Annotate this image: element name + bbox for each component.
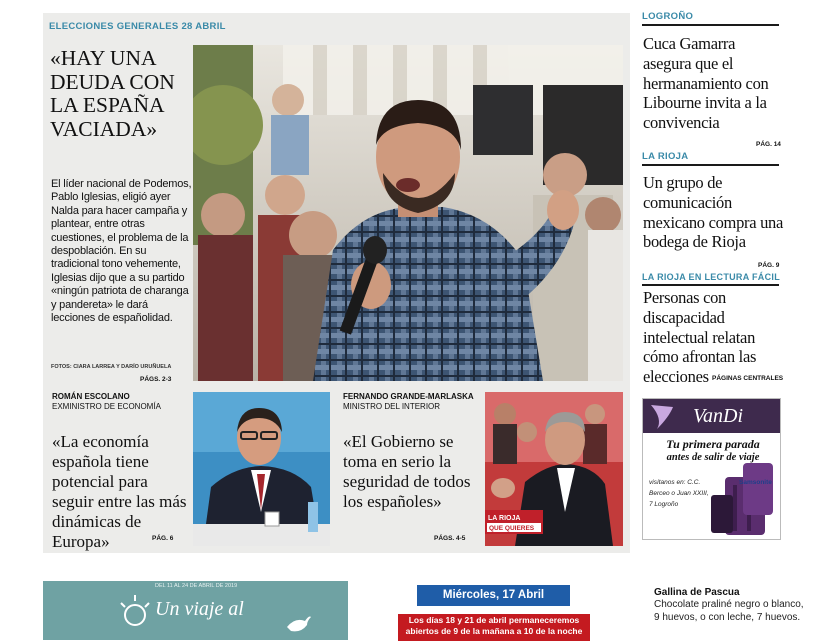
- quote-right-page-ref: PÁGS. 4-5: [434, 535, 466, 542]
- quote-right-headline[interactable]: «El Gobierno se toma en serio la seguridad de todos los españoles»: [343, 432, 471, 511]
- quote-left-role: EXMINISTRO DE ECONOMÍA: [52, 402, 161, 411]
- right-col-page-ref-1: PÁG. 14: [756, 141, 781, 148]
- quote-left-headline[interactable]: «La economía española tiene potencial para seguir entre las más dinámicas de Europa»: [52, 432, 187, 551]
- right-col-headline-1[interactable]: Cuca Gamarra asegura que el hermanamiento con Libourne invita a la convivencia: [643, 34, 769, 133]
- quote-left-name: ROMÁN ESCOLANO: [52, 392, 130, 401]
- right-col-headline-3[interactable]: Personas con discapacidad intelectual relatan cómo afrontan las elecciones: [643, 288, 757, 387]
- right-col-rule-3: [642, 284, 779, 286]
- right-col-tag-2: LA RIOJA: [642, 151, 689, 162]
- right-col-headline-2[interactable]: Un grupo de comunicación mexicano compra una bodega de Rioja: [643, 173, 783, 252]
- ad-brand: VanDi: [693, 405, 743, 427]
- lead-body-text: El líder nacional de Podemos, Pablo Iglesias, eligió ayer Nalda para hacer campaña y plantear, entre otras cuestiones, el problema de la despoblación. En su tradicional tono vehemente, Iglesias dijo que a su partido «ningún patriota de charanga y pandereta» le dará lecciones de españolidad.: [51, 178, 192, 325]
- ad-address: visítanos en: C.C. Berceo o Juan XXIII, 7 Logroño: [649, 479, 709, 508]
- lead-page-ref: PÁGS. 2-3: [140, 376, 172, 383]
- quote-right-role: MINISTRO DEL INTERIOR: [343, 402, 441, 411]
- opening-hours-banner: Los días 18 y 21 de abril permaneceremos abiertos de 9 de la mañana a 10 de la noche: [398, 614, 590, 641]
- section-tag: ELECCIONES GENERALES 28 ABRIL: [49, 21, 226, 32]
- right-col-tag-3: LA RIOJA EN LECTURA FÁCIL: [642, 272, 780, 282]
- sun-icon: [115, 591, 155, 631]
- promo-travel-box[interactable]: [43, 581, 348, 640]
- right-col-tag-1: LOGROÑO: [642, 11, 694, 22]
- lead-headline[interactable]: «HAY UNA DEUDA CON LA ESPAÑA VACIADA»: [50, 46, 175, 141]
- ad-slogan-2: antes de salir de viaje: [666, 452, 760, 463]
- right-col-rule-2: [642, 164, 779, 166]
- right-col-page-ref-3: PÁGINAS CENTRALES: [712, 375, 784, 382]
- promo-title: Un viaje al: [155, 598, 244, 620]
- photo-grande-marlaska[interactable]: [485, 392, 623, 546]
- bird-icon: [283, 609, 313, 639]
- ad-partner: Samsonite: [739, 479, 772, 486]
- quote-left-page-ref: PÁG. 6: [152, 535, 174, 542]
- banner-text-2: QUE QUIERES: [489, 525, 535, 532]
- photo-roman-escolano[interactable]: [193, 392, 330, 546]
- date-badge: Miércoles, 17 Abril: [417, 585, 570, 606]
- promo-dates: DEL 11 AL 24 DE ABRIL DE 2019: [155, 583, 238, 589]
- photo-credit: FOTOS: CIARA LARREA Y DARÍO URUÑUELA: [51, 364, 172, 370]
- recipe-text: Chocolate praliné negro o blanco, 9 huevos, o con leche, 7 huevos.: [654, 599, 804, 623]
- vandi-advertisement[interactable]: [642, 398, 781, 540]
- recipe-title: Gallina de Pascua: [654, 587, 740, 598]
- lead-photo-pablo-iglesias[interactable]: [193, 45, 623, 381]
- right-col-rule-1: [642, 24, 779, 26]
- quote-right-name: FERNANDO GRANDE-MARLASKA: [343, 392, 474, 401]
- banner-text-1: LA RIOJA: [488, 515, 521, 522]
- right-col-page-ref-2: PÁG. 9: [758, 262, 780, 269]
- ad-slogan-1: Tu primera parada: [666, 437, 760, 451]
